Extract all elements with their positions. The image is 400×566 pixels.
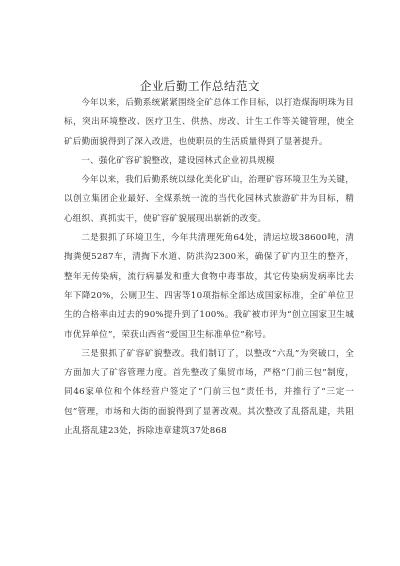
paragraph-intro: 今年以来，后勤系统紧紧围绕全矿总体工作目标，以打造煤海明珠为目标，突出环境整改、医疗卫生、供热、房改、计生工作等关键管理，使全矿后勤面貌得到了深入改进，也使职员的生活质量得到了显著提升。 — [64, 98, 354, 147]
document-title: 企业后勤工作总结范文 — [140, 79, 260, 93]
section-heading-1: 一、强化矿容矿貌整改，建设园林式企业初具规模 — [81, 155, 275, 166]
paragraph-sanitation: 二是狠抓了环境卫生，今年共清理死角64处，清运垃圾38600吨，清掏粪便5287车，清掏下水道、防洪沟2300米，确保了矿内卫生的整齐，整年无传染病，流行病暴发和重大食物中毒事故，其它传染病发病率比去年下降20%，公厕卫生、四害等10项指标全部达成国家标准，全矿单位卫生的合格率由过去的90%提升到了100%。我矿被市评为“创立国家卫生城市优异单位”，荣获山西省“爱国卫生标准单位”称号。 — [64, 233, 354, 340]
paragraph-greening: 今年以来，我们后勤系统以绿化美化矿山，治理矿容环境卫生为关键，以创立集团企业最好、全煤系统一流的当代化园林式旅游矿井为目标，精心组织、真抓实干，使矿容矿貌展现出崭新的改变。 — [64, 175, 354, 224]
document-body — [64, 94, 354, 441]
paragraph-appearance: 三是狠抓了矿容矿貌整改。我们制订了，以整改“六乱”为突破口，全方面加大了矿容管理力度。首先整改了集贸市场，严格“门前三包”制度，同46家单位和个体经营户签定了“门前三包”责任书，并推行了“三定一包”管理，市场和大街的面貌得到了显著改观。其次整改了乱搭乱建，共阻止乱搭乱建23处，拆除违章建筑37处868 — [64, 348, 354, 437]
